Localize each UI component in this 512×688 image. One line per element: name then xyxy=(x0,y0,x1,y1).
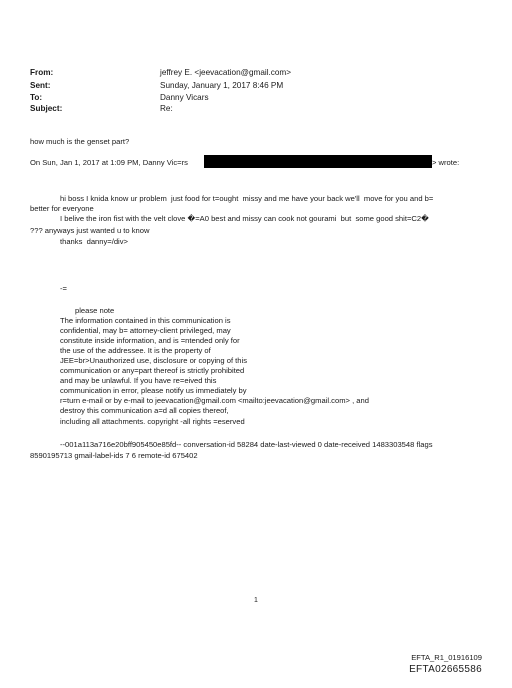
quote-header-after: > wrote: xyxy=(432,158,460,167)
bates-number: EFTA02665586 xyxy=(409,664,482,675)
from-value: jeffrey E. <jeevacation@gmail.com> xyxy=(160,68,292,77)
separator: -= xyxy=(60,284,67,293)
disclaimer-line: please note xyxy=(75,306,115,315)
disclaimer-line: destroy this communication a=d all copies thereof, xyxy=(60,406,229,415)
metadata-line: 8590195713 gmail-label-ids 7 6 remote-id 675402 xyxy=(30,451,198,460)
disclaimer-line: constitute inside information, and is =ntended only for xyxy=(60,336,240,345)
quote-header-before: On Sun, Jan 1, 2017 at 1:09 PM, Danny Vic=rs xyxy=(30,158,188,167)
from-label: From: xyxy=(30,68,54,77)
sent-label: Sent: xyxy=(30,81,51,90)
disclaimer-line: including all attachments. copyright -all rights =eserved xyxy=(60,417,245,426)
disclaimer-line: communication in error, please notify us immediately by xyxy=(60,386,247,395)
quoted-line: ??? anyways just wanted u to know xyxy=(30,226,150,235)
disclaimer-line: communication or any=part thereof is strictly prohibited xyxy=(60,366,245,375)
disclaimer-line: r=turn e-mail or by e-mail to jeevacation@gmail.com <mailto:jeevacation@gmail.com> , and xyxy=(60,396,369,405)
quoted-line: I belive the iron fist with the velt clove �=A0 best and missy can cook not gourami but some good shit=C2� xyxy=(60,214,429,223)
disclaimer-line: the use of the addressee. It is the property of xyxy=(60,346,211,355)
redaction-bar xyxy=(204,155,432,168)
subject-label: Subject: xyxy=(30,104,63,113)
sent-value: Sunday, January 1, 2017 8:46 PM xyxy=(160,81,284,90)
to-label: To: xyxy=(30,93,43,102)
quoted-line: thanks danny=/div> xyxy=(60,237,128,246)
to-value: Danny Vicars xyxy=(160,93,209,102)
disclaimer-line: JEE=br>Unauthorized use, disclosure or copying of this xyxy=(60,356,247,365)
quoted-line: better for everyone xyxy=(30,204,94,213)
disclaimer-line: and may be unlawful. If you have re=eived this xyxy=(60,376,217,385)
subject-value: Re: xyxy=(160,104,173,113)
document-id: EFTA_R1_01916109 xyxy=(411,653,482,662)
quoted-line: hi boss I knida know ur problem just food for t=ought missy and me have your back we'll move for you and b= xyxy=(60,194,434,203)
metadata-line: --001a113a716e20bff905450e85fd-- conversation-id 58284 date-last-viewed 0 date-received 1483303548 flags xyxy=(60,440,433,449)
page-number: 1 xyxy=(254,597,258,604)
reply-text: how much is the genset part? xyxy=(30,137,130,146)
disclaimer-line: The information contained in this communication is xyxy=(60,316,231,325)
disclaimer-line: confidential, may b= attorney-client privileged, may xyxy=(60,326,231,335)
